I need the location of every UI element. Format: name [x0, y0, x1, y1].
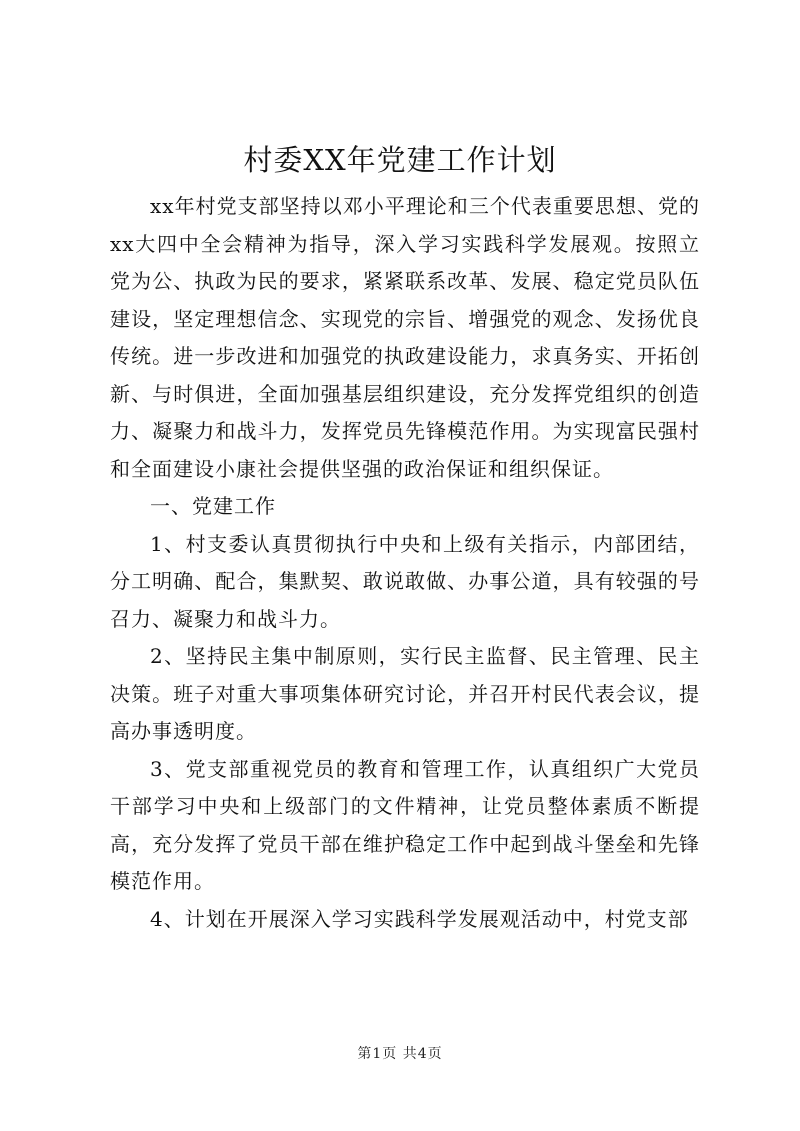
page-footer: [0, 1044, 800, 1064]
page-number: 第1页 共4页: [357, 1046, 443, 1062]
paragraph-item-1: 1、村支委认真贯彻执行中央和上级有关指示，内部团结，分工明确、配合，集默契、敢说敢做、办事公道，具有较强的号召力、凝聚力和战斗力。: [110, 531, 700, 631]
document-body: [110, 188, 700, 938]
paragraph-item-2: 2、坚持民主集中制原则，实行民主监督、民主管理、民主决策。班子对重大事项集体研究讨论，并召开村民代表会议，提高办事透明度。: [110, 644, 700, 743]
page-title: 村委XX年党建工作计划: [243, 143, 557, 177]
paragraph-intro: xx年村党支部坚持以邓小平理论和三个代表重要思想、党的xx大四中全会精神为指导，深入学习实践科学发展观。按照立党为公、执政为民的要求，紧紧联系改革、发展、稳定党员队伍建设，坚定理想信念、实现党的宗旨、增强党的观念、发扬优良传统。进一步改进和加强党的执政建设能力，求真务实、开拓创新、与时俱进，全面加强基层组织建设，充分发挥党组织的创造力、凝聚力和战斗力，发挥党员先锋模范作用。为实现富民强村和全面建设小康社会提供坚强的政治保证和组织保证。: [110, 194, 700, 481]
paragraph-item-4: 4、计划在开展深入学习实践科学发展观活动中，村党支部: [150, 906, 689, 931]
paragraph-item-3: 3、党支部重视党员的教育和管理工作，认真组织广大党员干部学习中央和上级部门的文件精神，让党员整体素质不断提高，充分发挥了党员干部在维护稳定工作中起到战斗堡垒和先锋模范作用。: [110, 756, 700, 893]
section-heading: 一、党建工作: [150, 494, 276, 518]
